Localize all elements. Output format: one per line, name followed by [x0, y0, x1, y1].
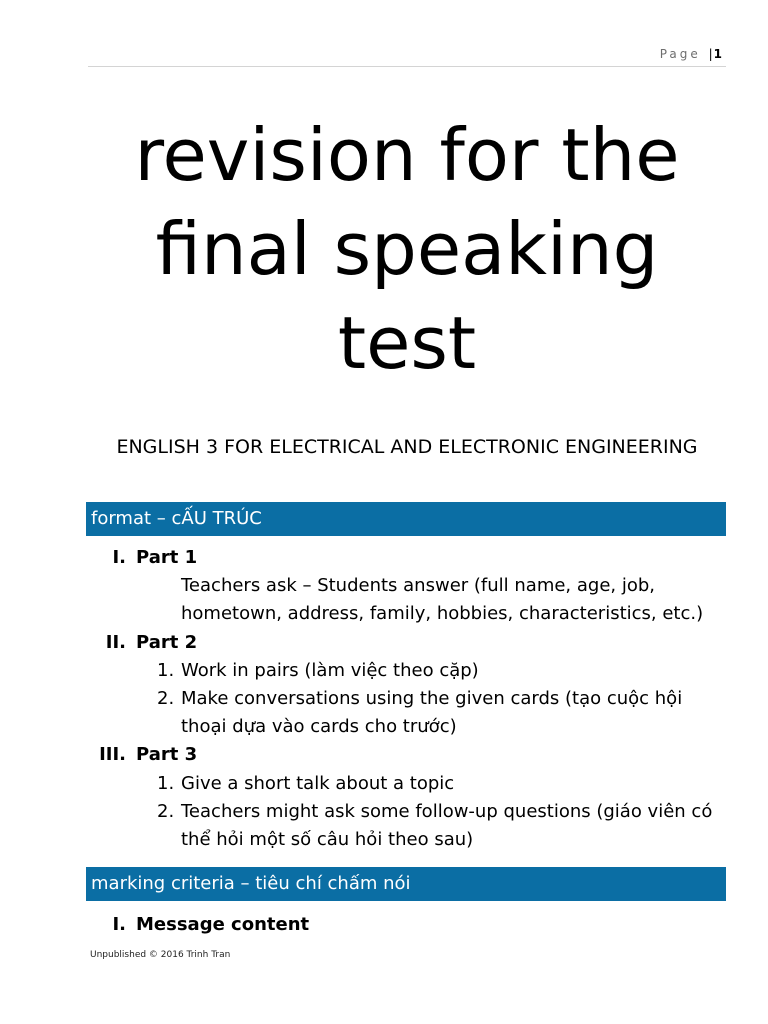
page-footer: Unpublished © 2016 Trinh Tran	[90, 950, 231, 960]
part-label: Part 1	[136, 547, 198, 568]
part-numeral: I.	[112, 547, 126, 568]
part-description: Teachers ask – Students answer (full name, age, job, hometown, address, family, hobbies, characteristics, etc.)	[181, 575, 704, 624]
list-number: 1.	[157, 660, 175, 681]
header-rule	[88, 66, 726, 67]
page-separator: |	[708, 47, 713, 61]
document-title: revision for the final speaking test	[134, 113, 680, 385]
part-numeral: I.	[112, 914, 126, 935]
part-label: Message content	[136, 914, 310, 935]
part-numeral: II.	[105, 632, 126, 653]
list-number: 2.	[157, 801, 175, 822]
page-number: 1	[713, 47, 722, 61]
list-number: 2.	[157, 688, 175, 709]
part-label: Part 3	[136, 744, 198, 765]
section-heading-marking-criteria: marking criteria – tiêu chí chấm nói	[86, 867, 726, 901]
list-item: Work in pairs (làm việc theo cặp)	[181, 660, 479, 681]
section-heading-format: format – cẤU TRÚC	[86, 502, 726, 536]
document-subtitle: ENGLISH 3 FOR ELECTRICAL AND ELECTRONIC ENGINEERING	[116, 436, 698, 458]
list-item: Make conversations using the given cards (tạo cuộc hội thoại dựa vào cards cho trước)	[181, 688, 683, 737]
list-item: Give a short talk about a topic	[181, 773, 455, 794]
page-header	[660, 47, 722, 61]
list-number: 1.	[157, 773, 175, 794]
part-numeral: III.	[99, 744, 126, 765]
part-label: Part 2	[136, 632, 198, 653]
list-item: Teachers might ask some follow-up questions (giáo viên có thể hỏi một số câu hỏi theo sau)	[181, 801, 713, 850]
page-word: Page	[659, 47, 701, 61]
